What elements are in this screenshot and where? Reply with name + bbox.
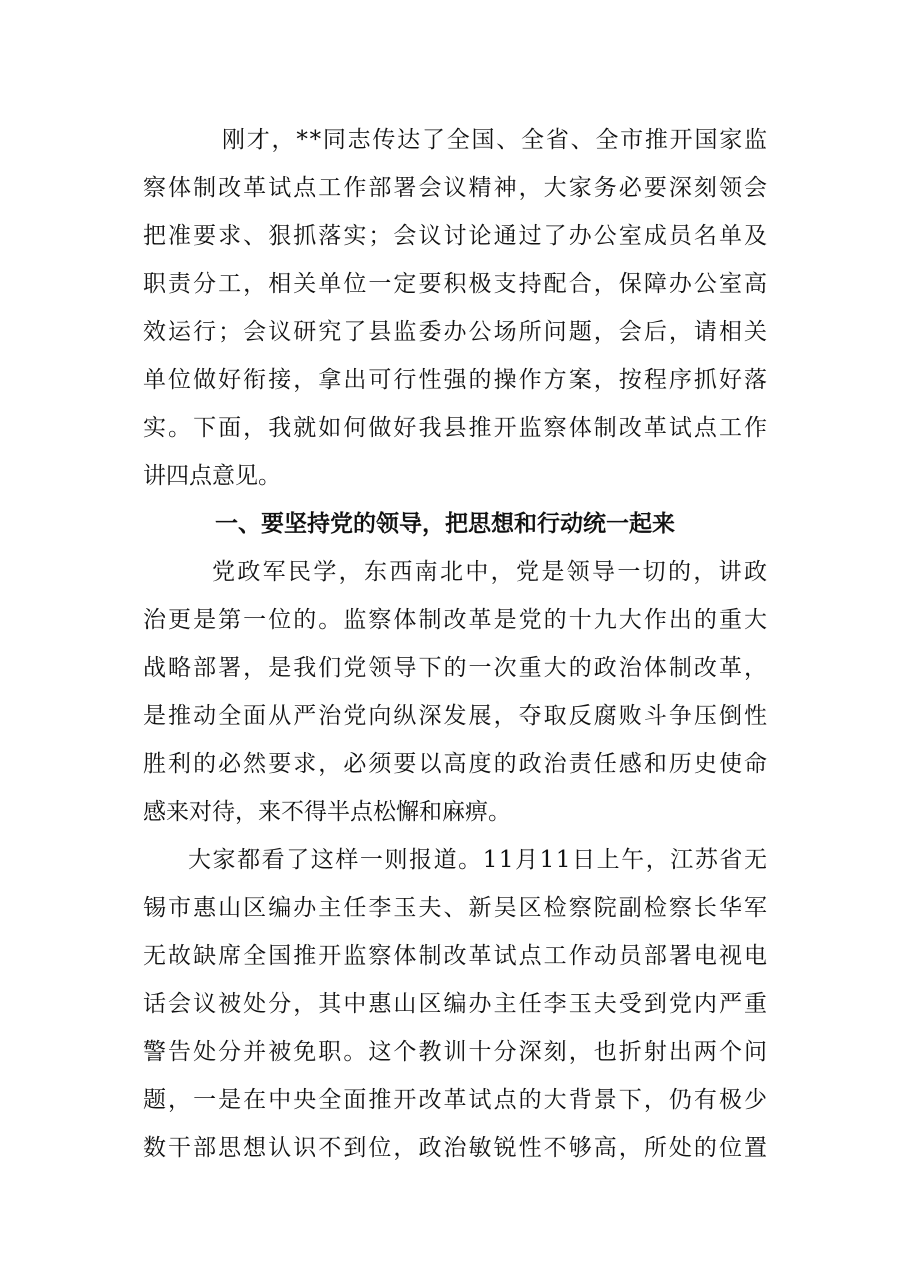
paragraph-1-line-3: 把准要求、狠抓落实；会议讨论通过了办公室成员名单及: [143, 223, 770, 249]
paragraph-3-line-4: 话会议被处分，其中惠山区编办主任李玉夫受到党内严重: [143, 991, 770, 1017]
paragraph-2-line-3: 战略部署，是我们党领导下的一次重大的政治体制改革，: [143, 655, 770, 681]
paragraph-3-line-7: 数干部思想认识不到位，政治敏锐性不够高，所处的位置: [143, 1135, 770, 1161]
paragraph-2-line-2: 治更是第一位的。监察体制改革是党的十九大作出的重大: [143, 607, 770, 633]
paragraph-1-line-1: 刚才，**同志传达了全国、全省、全市推开国家监: [222, 127, 769, 153]
paragraph-2-line-4: 是推动全面从严治党向纵深发展，夺取反腐败斗争压倒性: [143, 703, 770, 729]
paragraph-3-line-3: 无故缺席全国推开监察体制改革试点工作动员部署电视电: [143, 943, 770, 969]
section-heading: 一、要坚持党的领导，把思想和行动统一起来: [215, 511, 675, 537]
paragraph-2-line-6: 感来对待，来不得半点松懈和麻痹。: [143, 799, 511, 825]
paragraph-3-line-6: 题，一是在中央全面推开改革试点的大背景下，仍有极少: [143, 1087, 770, 1113]
paragraph-2-line-5: 胜利的必然要求，必须要以高度的政治责任感和历史使命: [143, 751, 770, 777]
paragraph-3-line-1: 大家都看了这样一则报道。11月11日上午，江苏省无: [188, 847, 769, 873]
paragraph-1-line-8: 讲四点意见。: [143, 463, 281, 489]
paragraph-1-line-6: 单位做好衔接，拿出可行性强的操作方案，按程序抓好落: [143, 367, 770, 393]
paragraph-1-line-5: 效运行；会议研究了县监委办公场所问题，会后，请相关: [143, 319, 770, 345]
paragraph-3-line-5: 警告处分并被免职。这个教训十分深刻，也折射出两个问: [143, 1039, 770, 1065]
paragraph-1-line-4: 职责分工，相关单位一定要积极支持配合，保障办公室高: [143, 271, 770, 297]
paragraph-2-line-1: 党政军民学，东西南北中，党是领导一切的，讲政: [212, 559, 770, 585]
paragraph-1-line-2: 察体制改革试点工作部署会议精神，大家务必要深刻领会: [143, 175, 770, 201]
paragraph-1-line-7: 实。下面，我就如何做好我县推开监察体制改革试点工作: [143, 415, 770, 441]
paragraph-3-line-2: 锡市惠山区编办主任李玉夫、新吴区检察院副检察长华军: [143, 895, 770, 921]
